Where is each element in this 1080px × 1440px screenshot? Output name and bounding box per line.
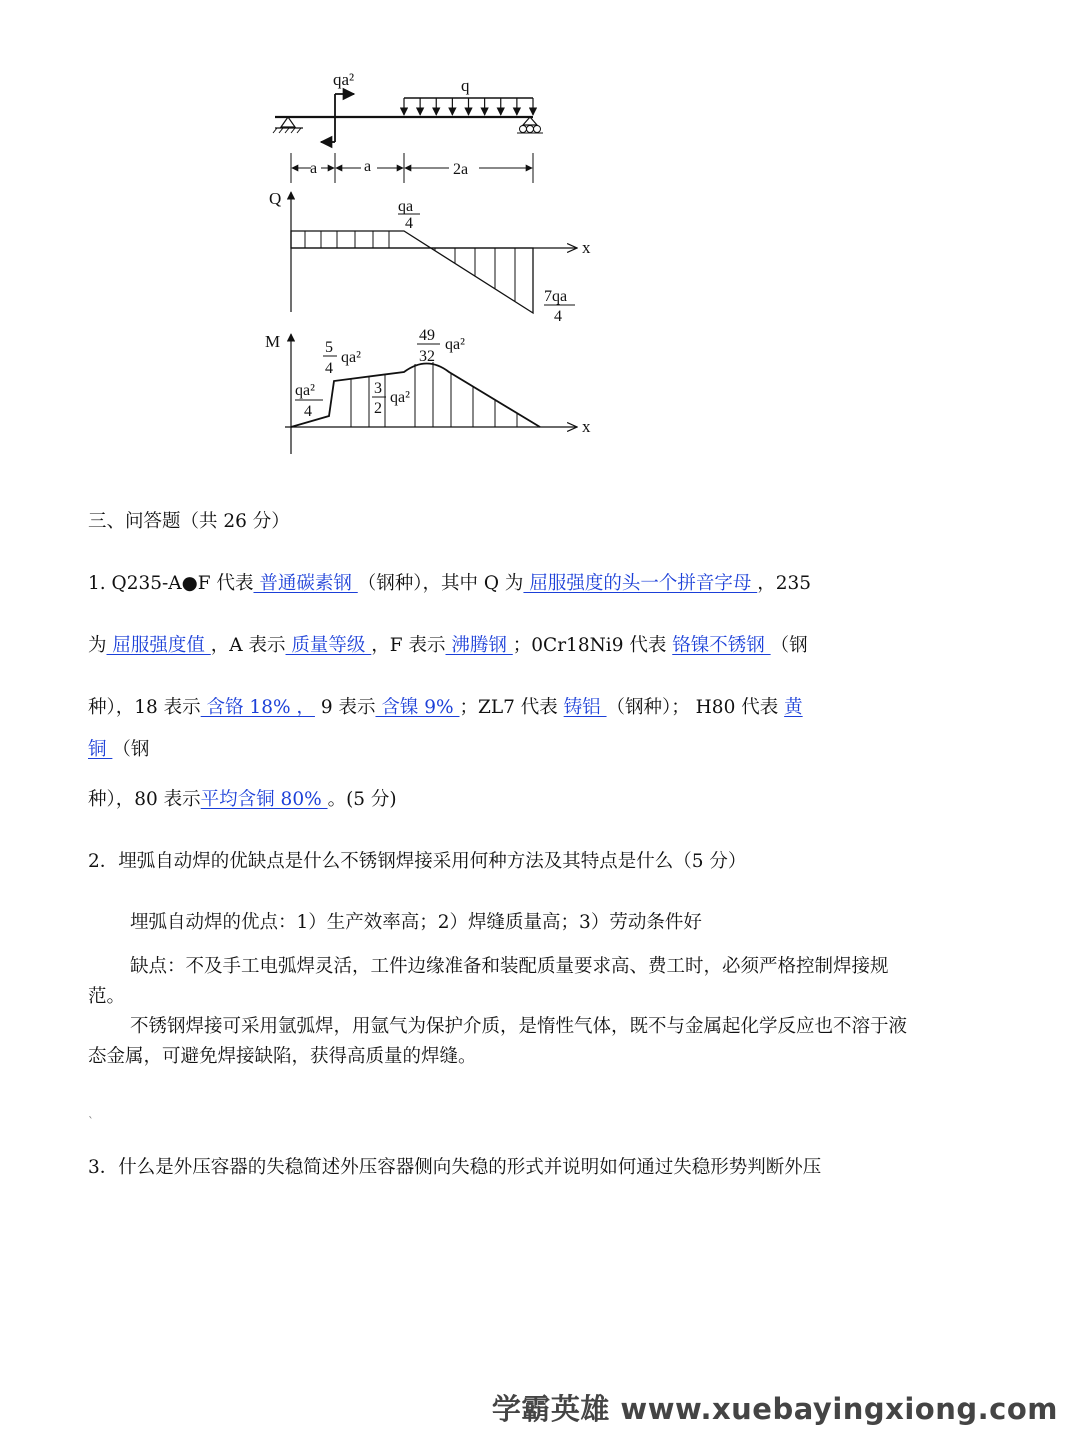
q1-text: ，F 表示 xyxy=(371,635,446,656)
q2-answer-stainless-welding: 不锈钢焊接可采用氩弧焊，用氩气为保护介质，是惰性气体，既不与金属起化学反应也不溶于液态金属，可避免焊接缺陷，获得高质量的焊缝。 xyxy=(88,1016,908,1067)
mechanics-diagram xyxy=(255,60,615,465)
q1-text: 9 表示 xyxy=(314,697,376,718)
moment-diagram xyxy=(265,327,591,454)
q1-text: 为 xyxy=(88,635,107,656)
shear-neg-denominator: 4 xyxy=(554,308,562,325)
q1-text: （钢种），其中 Q 为 xyxy=(357,573,524,594)
q1-text: 种），80 表示 xyxy=(88,789,201,810)
q1-line-3 xyxy=(88,694,803,722)
shear-neg-numerator: 7qa xyxy=(544,288,568,305)
answer-cast-aluminum: 铸铝 xyxy=(563,697,607,718)
distributed-load-label: q xyxy=(461,76,470,95)
q2-answer-disadvantages: 缺点：不及手工电弧焊灵活，工件边缘准备和装配质量要求高、费工时，必须严格控制焊接规范。 xyxy=(88,956,889,1007)
moment-load-label: qa² xyxy=(333,70,355,89)
shear-pos-denominator: 4 xyxy=(405,215,413,232)
q1-text: 种），18 表示 xyxy=(88,697,201,718)
answer-yield-value: 屈服强度值 xyxy=(106,635,211,656)
q1-text: ；0Cr18Ni9 代表 xyxy=(512,635,673,656)
answer-stainless-steel: 铬镍不锈钢 xyxy=(672,635,771,656)
moment-val4-den: 32 xyxy=(419,348,435,365)
answer-nickel-9: 含镍 9% xyxy=(375,697,460,718)
q1-text: （钢 xyxy=(770,635,808,656)
moment-val2-suffix: qa² xyxy=(341,349,361,366)
q1-text: 。(5 分) xyxy=(327,789,397,810)
section-title: 三、问答题（共 26 分） xyxy=(88,511,290,532)
q1-text: 1. Q235-A●F 代表 xyxy=(88,573,254,594)
q1-line-4 xyxy=(88,736,149,764)
distributed-load xyxy=(404,98,533,115)
dimension-lines xyxy=(291,153,533,183)
q1-line-2 xyxy=(88,632,808,660)
answer-brass-part2: 铜 xyxy=(88,739,113,760)
moment-axis-label-m: M xyxy=(265,332,281,351)
roller-support xyxy=(517,117,543,133)
moment-val2-num: 5 xyxy=(325,339,333,356)
answer-brass-part1: 黄 xyxy=(784,697,803,718)
moment-val1-num: qa² xyxy=(295,382,315,399)
pin-support xyxy=(273,117,303,133)
moment-val2-den: 4 xyxy=(325,360,333,377)
moment-val3-suffix: qa² xyxy=(390,389,410,406)
dim-a-2: a xyxy=(364,158,372,175)
answer-quality-grade: 质量等级 xyxy=(285,635,372,656)
moment-val3-den: 2 xyxy=(374,400,382,417)
q1-line-5 xyxy=(88,786,397,814)
q3-question: 3．什么是外压容器的失稳简述外压容器侧向失稳的形式并说明如何通过失稳形势判断外压 xyxy=(88,1157,822,1178)
q1-text: （钢 xyxy=(112,739,150,760)
dim-a-1: a xyxy=(310,160,318,177)
shear-axis-label-q: Q xyxy=(269,189,282,208)
q2-answer-advantages: 埋弧自动焊的优点：1）生产效率高；2）焊缝质量高；3）劳动条件好 xyxy=(130,912,702,933)
q2-question: 2．埋弧自动焊的优缺点是什么不锈钢焊接采用何种方法及其特点是什么（5 分） xyxy=(88,851,747,872)
answer-copper-80: 平均含铜 80% xyxy=(200,789,328,810)
beam-diagram xyxy=(273,70,543,183)
watermark: 学霸英雄 www.xuebayingxiong.com xyxy=(491,1392,1058,1426)
answer-plain-carbon-steel: 普通碳素钢 xyxy=(253,573,358,594)
q1-line-1 xyxy=(88,570,811,598)
q1-text: ；ZL7 代表 xyxy=(459,697,564,718)
q1-text: ，235 xyxy=(757,573,812,594)
moment-val4-suffix: qa² xyxy=(445,336,465,353)
moment-axis-label-x: x xyxy=(582,417,591,436)
moment-val4-num: 49 xyxy=(419,327,435,344)
shear-axis-label-x: x xyxy=(582,238,591,257)
shear-hatching xyxy=(305,231,515,302)
dim-2a: 2a xyxy=(453,161,469,178)
answer-chromium-18: 含铬 18% ， xyxy=(200,697,315,718)
moment-val3-num: 3 xyxy=(374,380,382,397)
q1-text: ，A 表示 xyxy=(210,635,286,656)
shear-pos-numerator: qa xyxy=(398,198,414,215)
stray-mark: ` xyxy=(88,1115,94,1129)
shear-diagram xyxy=(269,189,591,325)
q1-text: （钢种）； H80 代表 xyxy=(606,697,785,718)
answer-yield-initial: 屈服强度的头一个拼音字母 xyxy=(523,573,758,594)
answer-rimmed-steel: 沸腾钢 xyxy=(445,635,513,656)
moment-val1-den: 4 xyxy=(304,403,312,420)
shear-area xyxy=(291,231,533,313)
